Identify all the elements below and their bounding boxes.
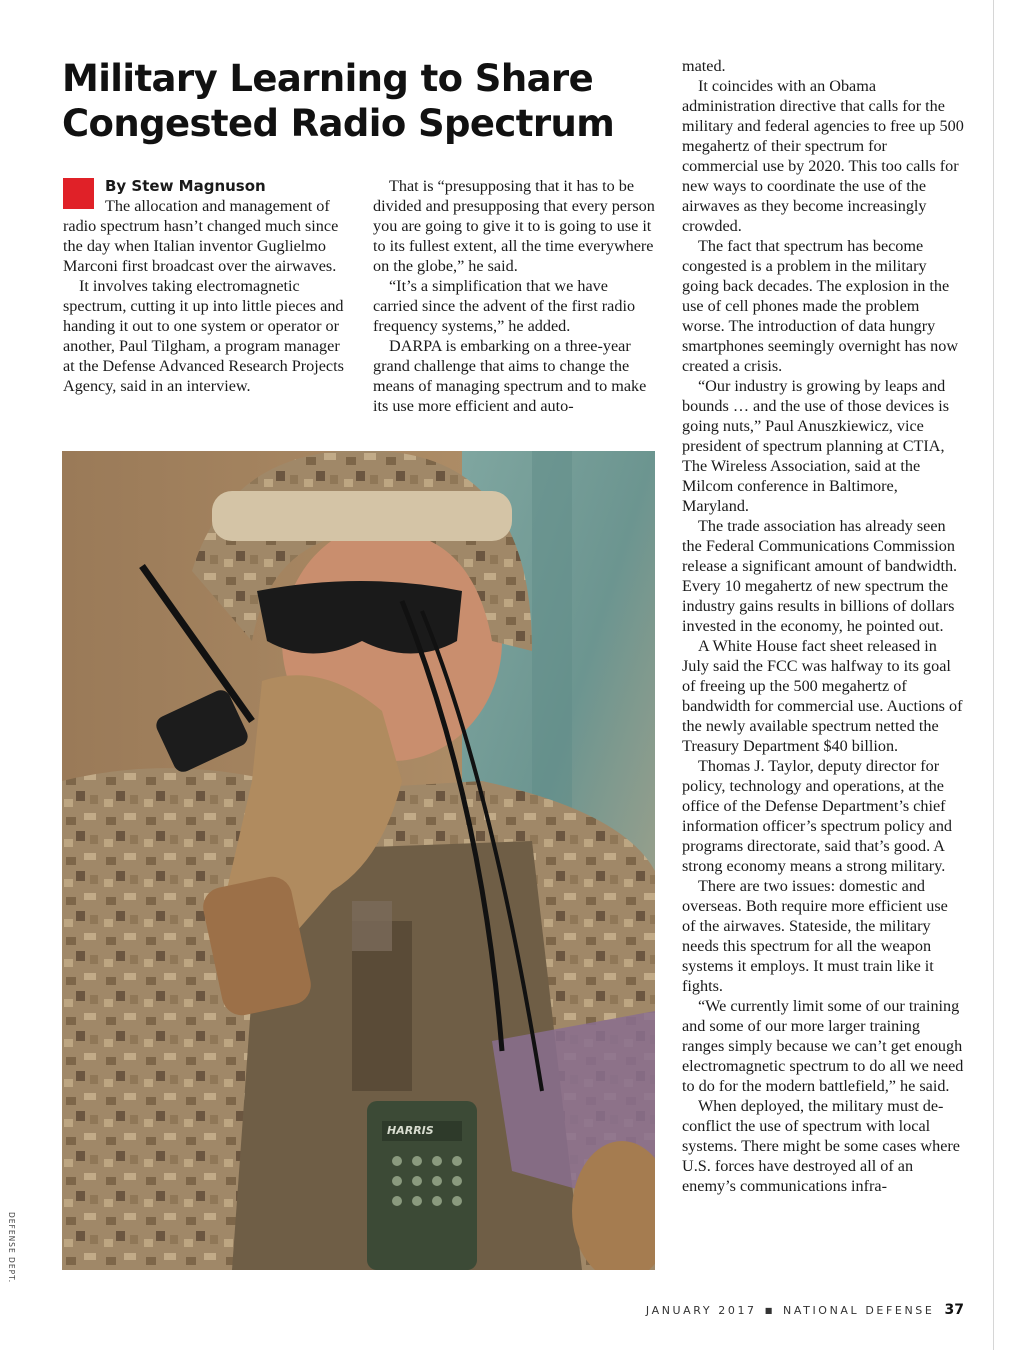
paragraph: DARPA is embarking on a three-year grand challenge that aims to change the means of managing spectrum and to make its use more efficient and auto-: [373, 337, 647, 415]
section-marker-red-square: [63, 178, 94, 209]
paragraph: That is “presupposing that it has to be divided and presupposing that every person you are going to give it to is going to use it to its fullest extent, all the time everywhere on the globe,” he said.: [373, 177, 655, 275]
paragraph: Thomas J. Taylor, deputy director for policy, technology and operations, at the office of the Defense Department’s chief information officer’s spectrum policy and programs directorate, said that’s good. A strong economy means a strong military.: [682, 757, 953, 875]
paragraph: The trade association has already seen the Federal Communications Commission release a significant amount of bandwidth. Every 10 megahertz of new spectrum the industry gains results in billions of dollars invested in the economy, he pointed out.: [682, 517, 958, 635]
paragraph-continuation: mated.: [682, 57, 726, 75]
paragraph: It coincides with an Obama administration directive that calls for the military and federal agencies to free up 500 megahertz of their spectrum for commercial use by 2020. This too calls for new ways to coordinate the use of the airwaves as they become increasingly crowded.: [682, 77, 964, 235]
soldier-illustration: [62, 451, 655, 1270]
footer-publication: NATIONAL DEFENSE: [783, 1304, 935, 1317]
paragraph: When deployed, the military must de-conflict the use of spectrum with local systems. There might be some cases where U.S. forces have destroyed all of an enemy’s communications infra-: [682, 1097, 960, 1195]
paragraph: “It’s a simplification that we have carried since the advent of the first radio frequency systems,” he added.: [373, 277, 636, 335]
paragraph: It involves taking electromagnetic spectrum, cutting it up into little pieces and handing it out to one system or operator or another, Paul Tilgham, a program manager at the Defense Advanced Research Projects Agency, said in an interview.: [63, 277, 344, 395]
footer-separator: ■: [764, 1306, 775, 1315]
article-column-1: [63, 176, 347, 396]
paragraph: A White House fact sheet released in July said the FCC was halfway to its goal of freeing up the 500 megahertz of bandwidth for commercial use. Auctions of the newly available spectrum netted the Treasury Department $40 billion.: [682, 637, 963, 755]
byline-row: [63, 176, 347, 196]
footer-issue-date: JANUARY 2017: [645, 1304, 757, 1317]
paragraph: The fact that spectrum has become congested is a problem in the military going back decades. The explosion in the use of cell phones made the problem worse. The introduction of data hungry smartphones seemingly overnight has now created a crisis.: [682, 237, 959, 375]
paragraph: “Our industry is growing by leaps and bounds … and the use of those devices is going nuts,” Paul Anuszkiewicz, vice president of spectrum planning at CTIA, The Wireless Association, said at the Milcom conference in Baltimore, Maryland.: [682, 377, 950, 515]
page-edge-rule: [993, 0, 994, 1350]
paragraph: The allocation and management of radio spectrum hasn’t changed much since the day when Italian inventor Guglielmo Marconi first broadcast over the airwaves.: [63, 197, 339, 275]
photo-credit: DEFENSE DEPT.: [7, 1212, 16, 1284]
byline: By Stew Magnuson: [105, 177, 266, 195]
page-number: 37: [944, 1302, 964, 1318]
paragraph: “We currently limit some of our training and some of our more larger training ranges simply because we can’t get enough electromagnetic spectrum to do all we need to do for the modern battlefield,” he said.: [682, 997, 964, 1095]
radio-brand-label: HARRIS: [387, 1124, 434, 1137]
page-footer: [646, 1302, 964, 1318]
article-column-3: [682, 56, 964, 1196]
paragraph: There are two issues: domestic and overseas. Both require more efficient use of the airwaves. Stateside, the military needs this spectrum for all the weapon systems it employs. It must train like it fights.: [682, 877, 948, 995]
soldier-radio-photo: [62, 451, 655, 1270]
article-column-2: [373, 176, 655, 416]
article-headline: Military Learning to Share Congested Radio Spectrum: [62, 57, 615, 145]
